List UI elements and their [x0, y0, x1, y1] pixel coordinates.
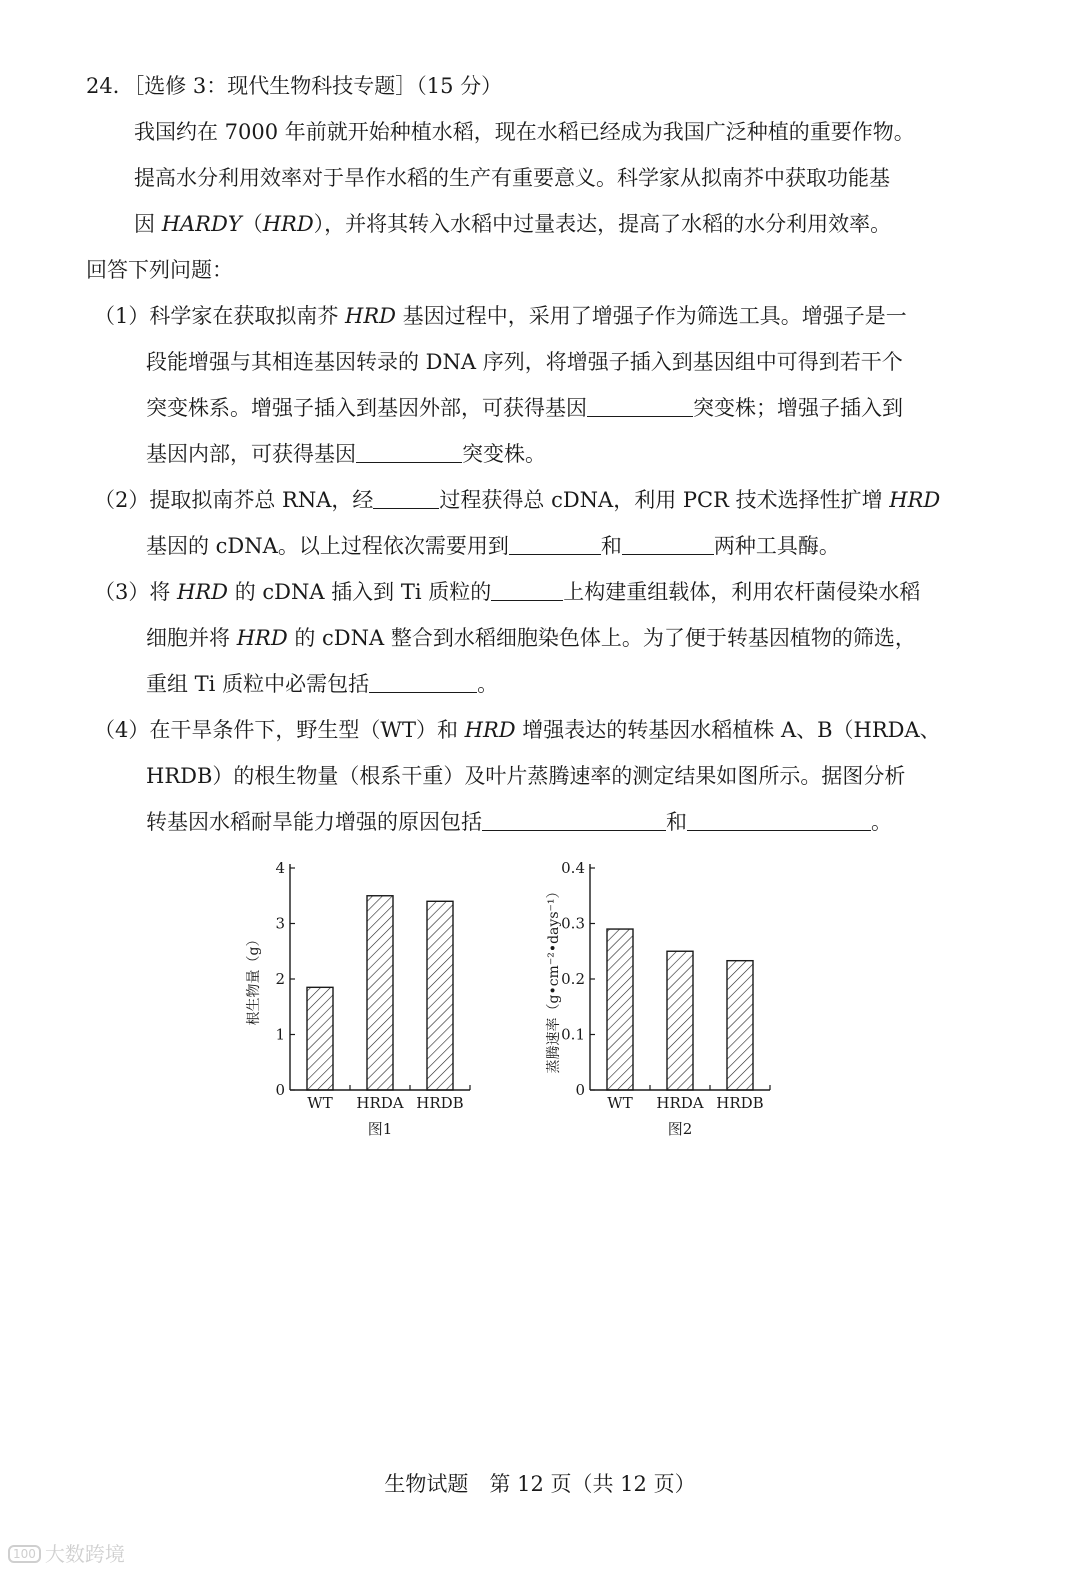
transpiration-rate-chart [530, 850, 820, 1150]
answer-blank[interactable] [587, 396, 693, 417]
answer-blank[interactable] [369, 672, 477, 693]
q3-line-2 [146, 624, 916, 652]
root-biomass-chart [230, 850, 520, 1150]
intro-line-3 [134, 210, 891, 238]
text-fragment: 突变株。 [462, 442, 546, 466]
x-tick-label: HRDB [416, 1094, 464, 1112]
text-fragment: 和 [600, 534, 622, 558]
x-tick-label: HRDA [656, 1094, 704, 1112]
q3-line-1 [94, 578, 920, 606]
gene-name: HARDY [161, 212, 242, 236]
q4-line-2: HRDB）的根生物量（根系干重）及叶片蒸腾速率的测定结果如图所示。据图分析 [146, 764, 906, 788]
y-tick-label: 0.2 [561, 970, 585, 988]
bar-hrdb [427, 901, 453, 1090]
q2-line-1 [94, 486, 940, 514]
answer-blank[interactable] [482, 810, 666, 831]
q1-line-4 [146, 440, 546, 468]
text-fragment: （4）在干旱条件下，野生型（WT）和 [94, 718, 465, 742]
text-fragment: 转基因水稻耐旱能力增强的原因包括 [146, 810, 482, 834]
text-fragment: 基因过程中，采用了增强子作为筛选工具。增强子是一 [396, 304, 907, 328]
y-tick-label: 2 [275, 970, 285, 988]
text-fragment: 。 [871, 810, 892, 834]
y-axis-label: 根生物量（g） [246, 932, 262, 1026]
q3-line-3 [146, 670, 498, 698]
y-tick-label: 0.3 [561, 914, 585, 933]
q1-line-3 [146, 394, 903, 422]
answer-blank[interactable] [687, 810, 871, 831]
watermark-text: 大数跨境 [44, 1542, 125, 1566]
page-footer: 生物试题 第 12 页（共 12 页） [384, 1472, 696, 1496]
q2-line-2 [146, 532, 840, 560]
text-fragment: （3）将 [94, 580, 178, 604]
y-axis-label: 蒸腾速率（g•cm⁻²•days⁻¹） [546, 884, 562, 1074]
text-fragment: ），并将其转入水稻中过量表达，提高了水稻的水分利用效率。 [313, 212, 892, 236]
gene-name: HRD [345, 304, 397, 328]
bar-hrda [667, 951, 693, 1090]
intro-line-2: 提高水分利用效率对于旱作水稻的生产有重要意义。科学家从拟南芥中获取功能基 [134, 166, 890, 190]
text-fragment: 过程获得总 cDNA，利用 PCR 技术选择性扩增 [439, 488, 890, 512]
bar-hrda [367, 896, 393, 1090]
answer-blank[interactable] [509, 534, 601, 555]
chart-title: 图1 [367, 1120, 393, 1138]
text-fragment: （2）提取拟南芥总 RNA，经 [94, 488, 374, 512]
watermark-badge: 100 [8, 1545, 41, 1563]
watermark [8, 1538, 125, 1567]
answer-blank[interactable] [622, 534, 714, 555]
bar-wt [307, 987, 333, 1090]
gene-name: HRD [889, 488, 941, 512]
text-fragment: 突变株；增强子插入到 [693, 396, 903, 420]
text-fragment: （1）科学家在获取拟南芥 [94, 304, 346, 328]
gene-name: HRD [464, 718, 516, 742]
y-tick-label: 0.1 [561, 1025, 585, 1044]
text-fragment: 。 [477, 672, 499, 696]
text-fragment: 两种工具酶。 [713, 534, 840, 558]
question-header: 24．［选修 3：现代生物科技专题］（15 分） [86, 74, 503, 98]
answer-blank[interactable] [491, 580, 563, 601]
intro-line-1: 我国约在 7000 年前就开始种植水稻，现在水稻已经成为我国广泛种植的重要作物。 [134, 120, 915, 144]
text-fragment: 的 cDNA 整合到水稻细胞染色体上。为了便于转基因植物的筛选， [287, 626, 916, 650]
chart-title: 图2 [667, 1120, 693, 1138]
prompt-text: 回答下列问题： [86, 258, 233, 282]
y-tick-label: 0 [275, 1081, 285, 1099]
text-fragment: 上构建重组载体，利用农杆菌侵染水稻 [563, 580, 921, 604]
x-tick-label: WT [607, 1094, 633, 1112]
gene-name: HRD [236, 626, 288, 650]
text-fragment: 和 [666, 810, 687, 834]
y-tick-label: 0.4 [561, 859, 585, 877]
x-tick-label: WT [307, 1094, 333, 1112]
q4-line-3 [146, 808, 892, 836]
x-tick-label: HRDB [716, 1094, 764, 1112]
text-fragment: 细胞并将 [146, 626, 237, 650]
x-tick-label: HRDA [356, 1094, 404, 1112]
y-tick-label: 1 [275, 1025, 285, 1044]
text-fragment: 增强表达的转基因水稻植株 A、B（HRDA、 [515, 718, 941, 742]
text-fragment: 的 cDNA 插入到 Ti 质粒的 [228, 580, 492, 604]
gene-name: HRD [262, 212, 314, 236]
answer-blank[interactable] [356, 442, 462, 463]
text-fragment: 突变株系。增强子插入到基因外部，可获得基因 [146, 396, 587, 420]
text-fragment: 基因内部，可获得基因 [146, 442, 356, 466]
text-fragment: 基因的 cDNA。以上过程依次需要用到 [146, 534, 509, 558]
text-fragment: 重组 Ti 质粒中必需包括 [146, 672, 370, 696]
text-fragment: （ [241, 212, 263, 236]
q4-line-1 [94, 716, 941, 744]
text-fragment: 因 [134, 212, 162, 236]
gene-name: HRD [177, 580, 229, 604]
q1-line-2: 段能增强与其相连基因转录的 DNA 序列，将增强子插入到基因组中可得到若干个 [146, 350, 903, 374]
y-tick-label: 0 [575, 1081, 585, 1099]
answer-blank[interactable] [373, 488, 439, 509]
q1-line-1 [94, 302, 907, 330]
y-tick-label: 3 [275, 914, 285, 933]
bar-hrdb [727, 961, 753, 1090]
y-tick-label: 4 [275, 859, 285, 877]
bar-wt [607, 929, 633, 1090]
